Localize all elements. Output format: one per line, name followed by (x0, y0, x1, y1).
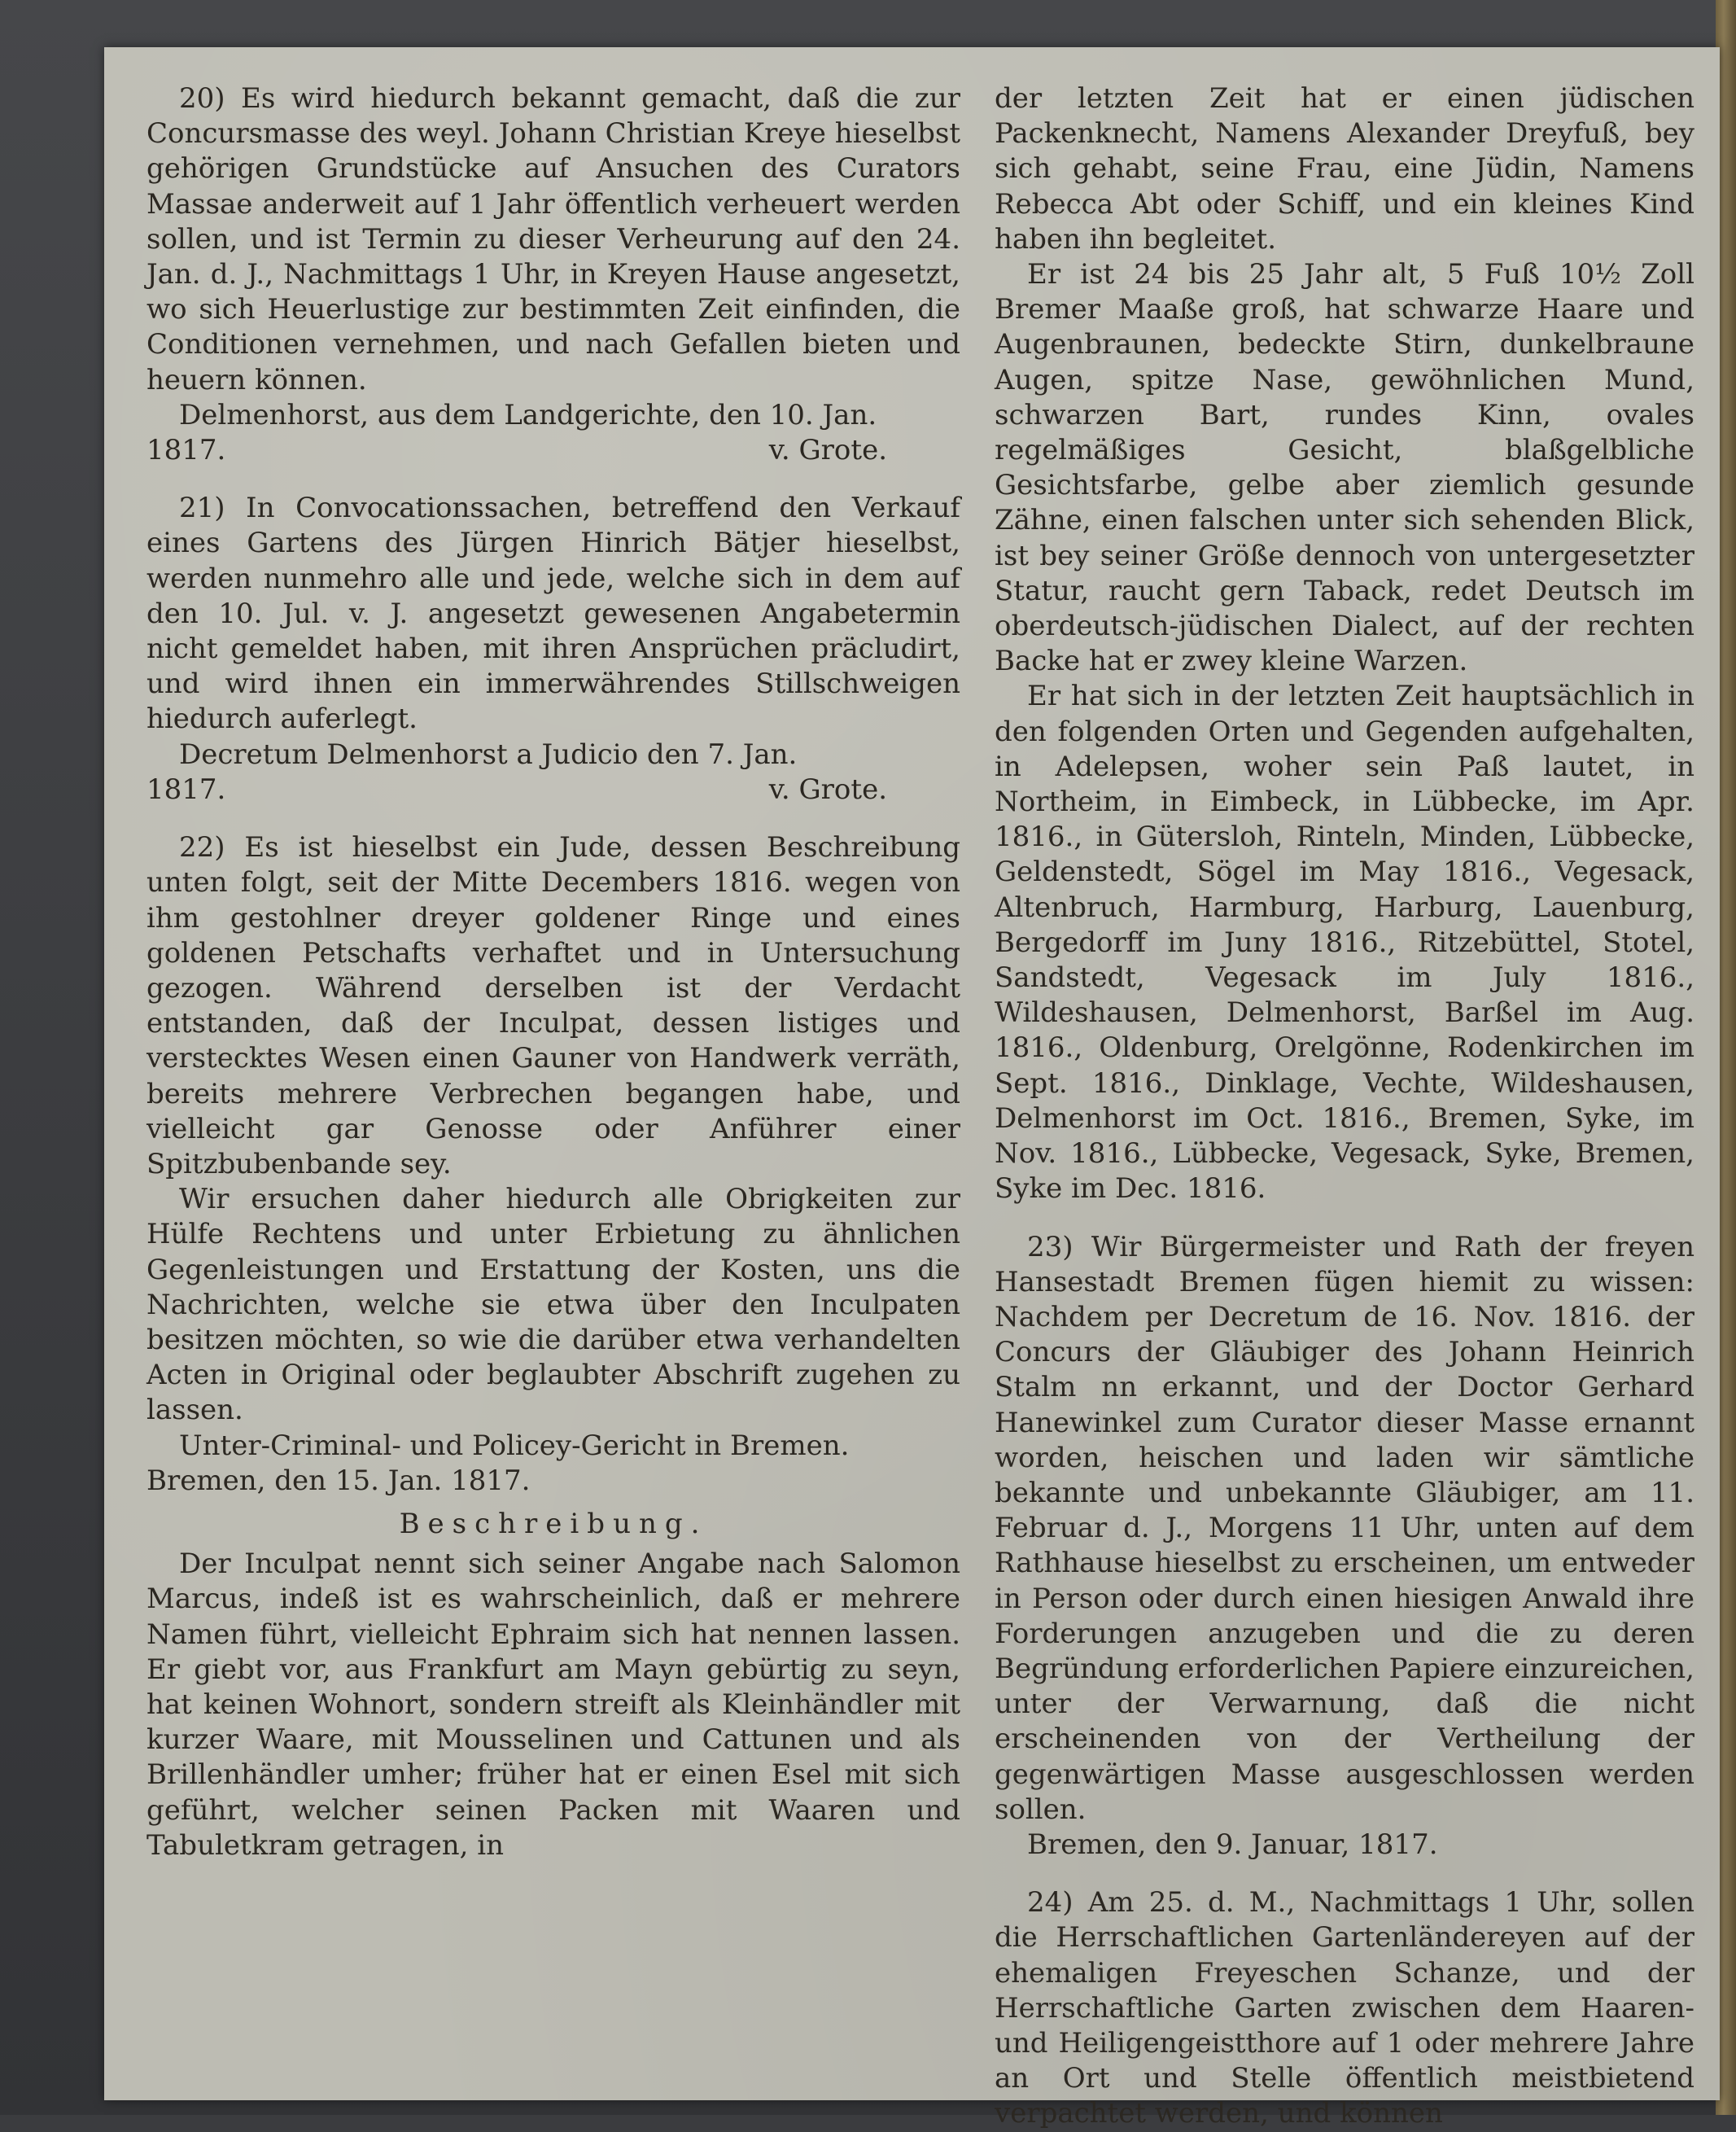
description-part-4: Er hat sich in der letzten Zeit hauptsächlich in den folgenden Orten und Gegenden aufgehalten, in Adelepsen, woher sein Paß lautet, in Northeim, in Eimbeck, in Lübbecke, im Apr. 1816., in Gütersloh, Rinteln, Minden, Lübbecke, Geldenstedt, Sögel im May 1816., Vegesack, Altenbruch, Harmburg, Harburg, Lauenburg, Bergedorff im Juny 1816., Ritzebüttel, Stotel, Sandstedt, Vegesack im July 1816., Wildeshausen, Delmenhorst, Barßel im Aug. 1816., Oldenburg, Orelgönne, Rodenkirchen im Sept. 1816., Dinklage, Vechte, Wildeshausen, Delmenhorst im Oct. 1816., Bremen, Syke, im Nov. 1816., Lübbecke, Vegesack, Syke, Bremen, Syke im Dec. 1816. (995, 680, 1694, 1206)
notice-24: 24) Am 25. d. M., Nachmittags 1 Uhr, sollen die Herrschaftlichen Gartenländereyen auf der ehemaligen Freyeschen Schanze, und der Herrschaftliche Garten zwischen dem Haaren- und Heiligengeistthore auf 1 oder mehrere Jahre an Ort und Stelle öffentlich meistbietend verpachtet werden, und können (995, 1886, 1694, 2130)
right-column (995, 81, 1694, 2132)
notice-21-place: Decretum Delmenhorst a Judicio den 7. Jan. (179, 738, 798, 771)
notice-20: 20) Es wird hiedurch bekannt gemacht, daß die zur Concursmasse des weyl. Johann Christian Kreye hieselbst gehörigen Grundstücke auf Ansuchen des Curators Massae anderweit auf 1 Jahr öffentlich verheuert werden sollen, und ist Termin zu dieser Verheurung auf den 24. Jan. d. J., Nachmittags 1 Uhr, in Kreyen Hause angesetzt, wo sich Heuerlustige zur bestimmten Zeit einfinden, die Conditionen vernehmen, und nach Gefallen bieten und heuern können. (146, 82, 960, 396)
left-column (146, 81, 960, 1863)
description-part-1: Der Inculpat nennt sich seiner Angabe nach Salomon Marcus, indeß ist es wahrscheinlich, daß er mehrere Namen führt, vielleicht Ephraim sich hat nennen lassen. Er giebt vor, aus Frankfurt am Mayn gebürtig zu seyn, hat keinen Wohnort, sondern streift als Kleinhändler mit kurzer Waare, mit Mousselinen und Cattunen und als Brillenhändler umher; früher hat er einen Esel mit sich geführt, welcher seinen Packen mit Waaren und Tabuletkram getragen, in (146, 1548, 960, 1862)
notice-22: 22) Es ist hieselbst ein Jude, dessen Beschreibung unten folgt, seit der Mitte Decembers 1816. wegen von ihm gestohlner dreyer goldener Ringe und eines goldenen Petschafts verhaftet und in Untersuchung gezogen. Während derselben ist der Verdacht entstanden, daß der Inculpat, dessen listiges und verstecktes Wesen einen Gauner von Handwerk verräth, bereits mehrere Verbrechen begangen habe, und vielleicht gar Genosse oder Anführer einer Spitzbubenbande sey. (146, 831, 960, 1180)
notice-20-signature: v. Grote. (768, 434, 887, 467)
notice-23-date: Bremen, den 9. Januar, 1817. (1027, 1828, 1438, 1861)
notice-22-date: Bremen, den 15. Jan. 1817. (146, 1464, 531, 1497)
description-heading: Beschreibung. (399, 1507, 708, 1540)
description-part-2: der letzten Zeit hat er einen jüdischen Packenknecht, Namens Alexander Dreyfuß, bey sich gehabt, seine Frau, eine Jüdin, Namens Rebecca Abt oder Schiff, und ein kleines Kind haben ihn begleitet. (995, 82, 1694, 256)
notice-22-request: Wir ersuchen daher hiedurch alle Obrigkeiten zur Hülfe Rechtens und unter Erbietung zu ähnlichen Gegenleistungen und Erstattung der Kosten, uns die Nachrichten, welche sie etwa über den Inculpaten besitzen möchten, so wie die darüber etwa verhandelten Acten in Original oder beglaubter Abschrift zugehen zu lassen. (146, 1183, 960, 1427)
notice-23: 23) Wir Bürgermeister und Rath der freyen Hansestadt Bremen fügen hiemit zu wissen: Nachdem per Decretum de 16. Nov. 1816. der Concurs der Gläubiger des Johann Heinrich Stalm nn erkannt, und der Doctor Gerhard Hanewinkel zum Curator dieser Masse ernannt worden, heischen und laden wir sämtliche bekannte und unbekannte Gläubiger, am 11. Februar d. J., Morgens 11 Uhr, unten auf dem Rathhause hieselbst zu erscheinen, um entweder in Person oder durch einen hiesigen Anwald ihre Forderungen anzugeben und die zu deren Begründung erforderlichen Papiere einzureichen, unter der Verwarnung, daß die nicht erscheinenden von der Vertheilung der gegenwärtigen Masse ausgeschlossen werden sollen. (995, 1230, 1694, 1826)
notice-22-court: Unter-Criminal- und Policey-Gericht in Bremen. (179, 1429, 850, 1462)
notice-21-signature: v. Grote. (768, 773, 887, 806)
notice-20-place: Delmenhorst, aus dem Landgerichte, den 10. Jan. (179, 398, 877, 431)
notice-20-closing (146, 433, 960, 468)
notice-20-year: 1817. (146, 434, 226, 467)
notice-21-year: 1817. (146, 773, 226, 806)
description-part-3: Er ist 24 bis 25 Jahr alt, 5 Fuß 10½ Zoll Bremer Maaße groß, hat schwarze Haare und Augenbraunen, bedeckte Stirn, dunkelbraune Augen, spitze Nase, gewöhnlichen Mund, schwarzen Bart, rundes Kinn, ovales regelmäßiges Gesicht, blaßgelbliche Gesichtsfarbe, gelbe aber ziemlich gesunde Zähne, einen falschen unter sich sehenden Blick, ist bey seiner Größe dennoch von untergesetzter Statur, raucht gern Taback, redet Deutsch im oberdeutsch-jüdischen Dialect, auf der rechten Backe hat er zwey kleine Warzen. (995, 258, 1694, 678)
notice-21-closing (146, 773, 960, 808)
notice-21: 21) In Convocationssachen, betreffend den Verkauf eines Gartens des Jürgen Hinrich Bätjer hieselbst, werden nunmehro alle und jede, welche sich in dem auf den 10. Jul. v. J. angesetzt gewesenen Angabetermin nicht gemeldet haben, mit ihren Ansprüchen präcludirt, und wird ihnen ein immerwährendes Stillschweigen hiedurch auferlegt. (146, 492, 960, 736)
